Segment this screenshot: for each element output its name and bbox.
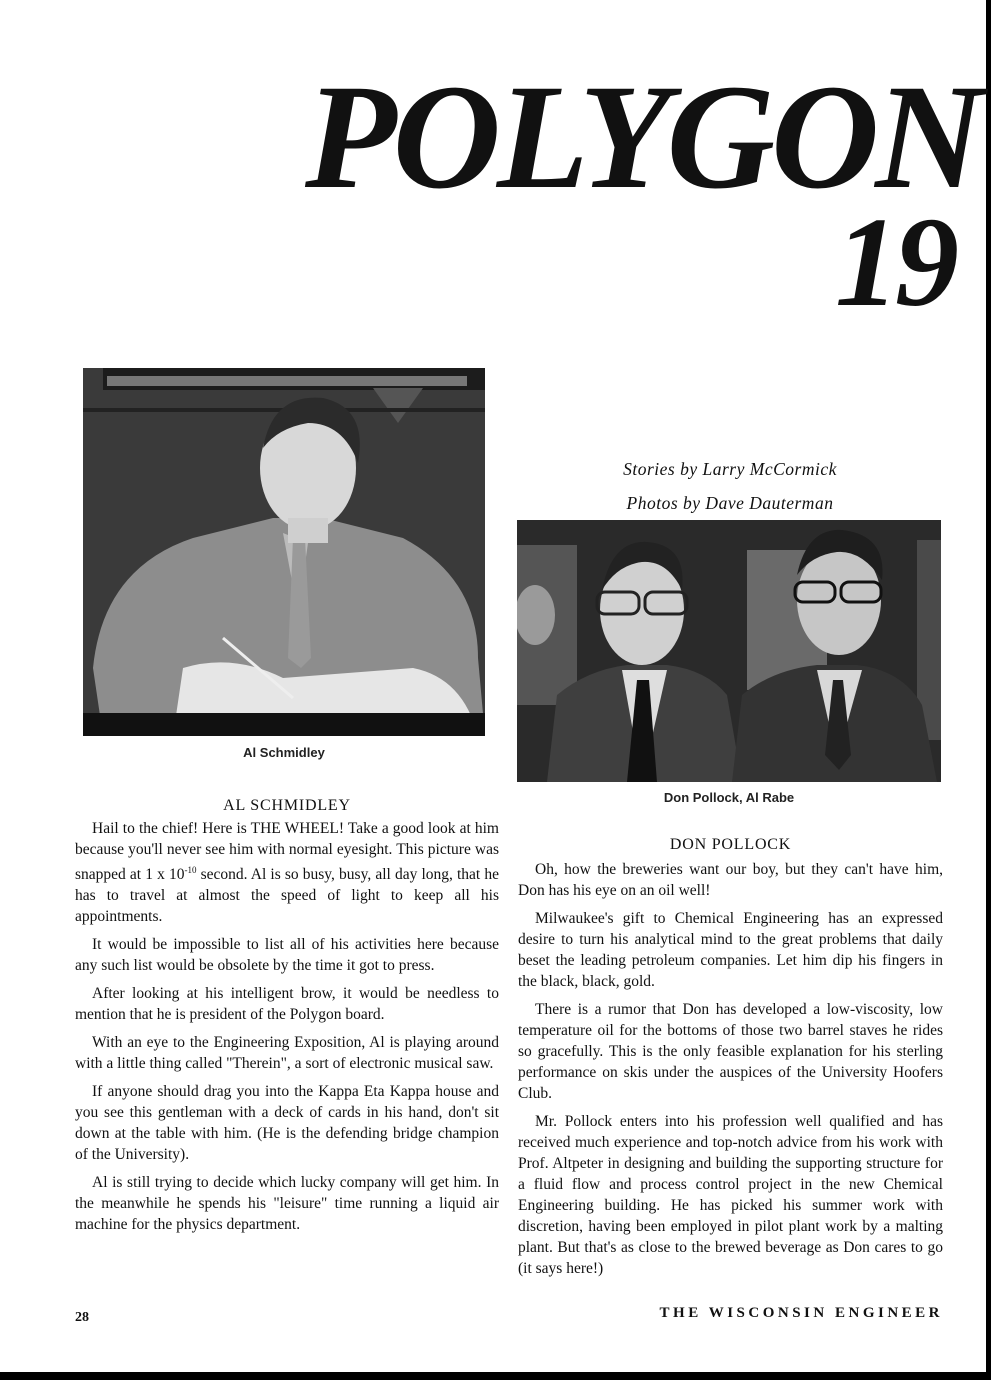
portrait-illustration	[83, 368, 485, 736]
issue-number: 19	[835, 191, 955, 333]
schmidley-paragraph-5: If anyone should drag you into the Kappa Eta Kappa house and you see this gentleman with a deck of cards in his hand, don't sit down at the table with him. (He is the defending bridge champion of the University).	[75, 1083, 499, 1164]
exponent: -10	[184, 865, 197, 875]
heading-don-pollock: DON POLLOCK	[669, 836, 792, 853]
schmidley-paragraph-4: With an eye to the Engineering Exposition, Al is playing around with a little thing called "Therein", a sort of electronic musical saw.	[75, 1034, 499, 1073]
article-pollock	[518, 859, 943, 1286]
article-schmidley	[75, 818, 499, 1242]
photo-pollock-rabe	[517, 520, 941, 782]
schmidley-paragraph-2: It would be impossible to list all of his activities here because any such list would be obsolete by the time it got to press.	[75, 936, 499, 975]
schmidley-paragraph-1	[75, 818, 499, 927]
schmidley-p1-text-cont: second. Al is so busy, busy, all day long, that he has to travel at almost the speed of light to keep all his appointments.	[75, 866, 499, 926]
pollock-paragraph-1: Oh, how the breweries want our boy, but they can't have him, Don has his eye on an oil well!	[518, 861, 943, 899]
schmidley-paragraph-6: Al is still trying to decide which lucky company will get him. In the meanwhile he spends his "leisure" time running a liquid air machine for the physics department.	[75, 1174, 499, 1234]
pollock-paragraph-3: There is a rumor that Don has developed a low-viscosity, low temperature oil for the bottoms of those two barrel staves he rides so gracefully. This is the only feasible explanation for his sterling performance on skis under the auspices of the University Hoofers Club.	[518, 1001, 943, 1102]
page-edge-right	[986, 0, 991, 1380]
credits-block	[560, 452, 900, 520]
group-portrait-illustration	[517, 520, 941, 782]
photos-credit: Photos by Dave Dauterman	[626, 493, 834, 513]
pollock-paragraph-4: Mr. Pollock enters into his profession well qualified and has received much experience and top-notch advice from his work with Prof. Altpeter in designing and building the supporting structure for a fluid flow and process control project in the new Chemical Engineering building. He has picked his summer work with discretion, having been employed in pilot plant work by a malting plant. But that's as close to the brewed beverage as Don cares to go (it says here!)	[518, 1113, 943, 1277]
photo-al-schmidley	[83, 368, 485, 736]
page-edge-bottom	[0, 1372, 991, 1380]
photo-caption-pollock-rabe: Don Pollock, Al Rabe	[663, 790, 795, 805]
schmidley-p1-text: Hail to the chief! Here is THE WHEEL! Take a good look at him because you'll never see him with normal eyesight. This picture was snapped at 1 x 10	[75, 820, 499, 884]
page-title: POLYGON	[305, 54, 980, 220]
photo-caption-schmidley: Al Schmidley	[243, 745, 325, 760]
schmidley-paragraph-3: After looking at his intelligent brow, it would be needless to mention that he is president of the Polygon board.	[75, 985, 499, 1024]
stories-credit: Stories by Larry McCormick	[623, 459, 837, 479]
heading-al-schmidley: AL SCHMIDLEY	[223, 797, 351, 814]
publication-name: THE WISCONSIN ENGINEER	[659, 1305, 943, 1321]
page-number: 28	[75, 1310, 89, 1325]
pollock-paragraph-2: Milwaukee's gift to Chemical Engineering has an expressed desire to turn his analytical mind to the great problems that daily beset the leading petroleum companies. Let him dip his fingers in the black, black, gold.	[518, 910, 943, 990]
